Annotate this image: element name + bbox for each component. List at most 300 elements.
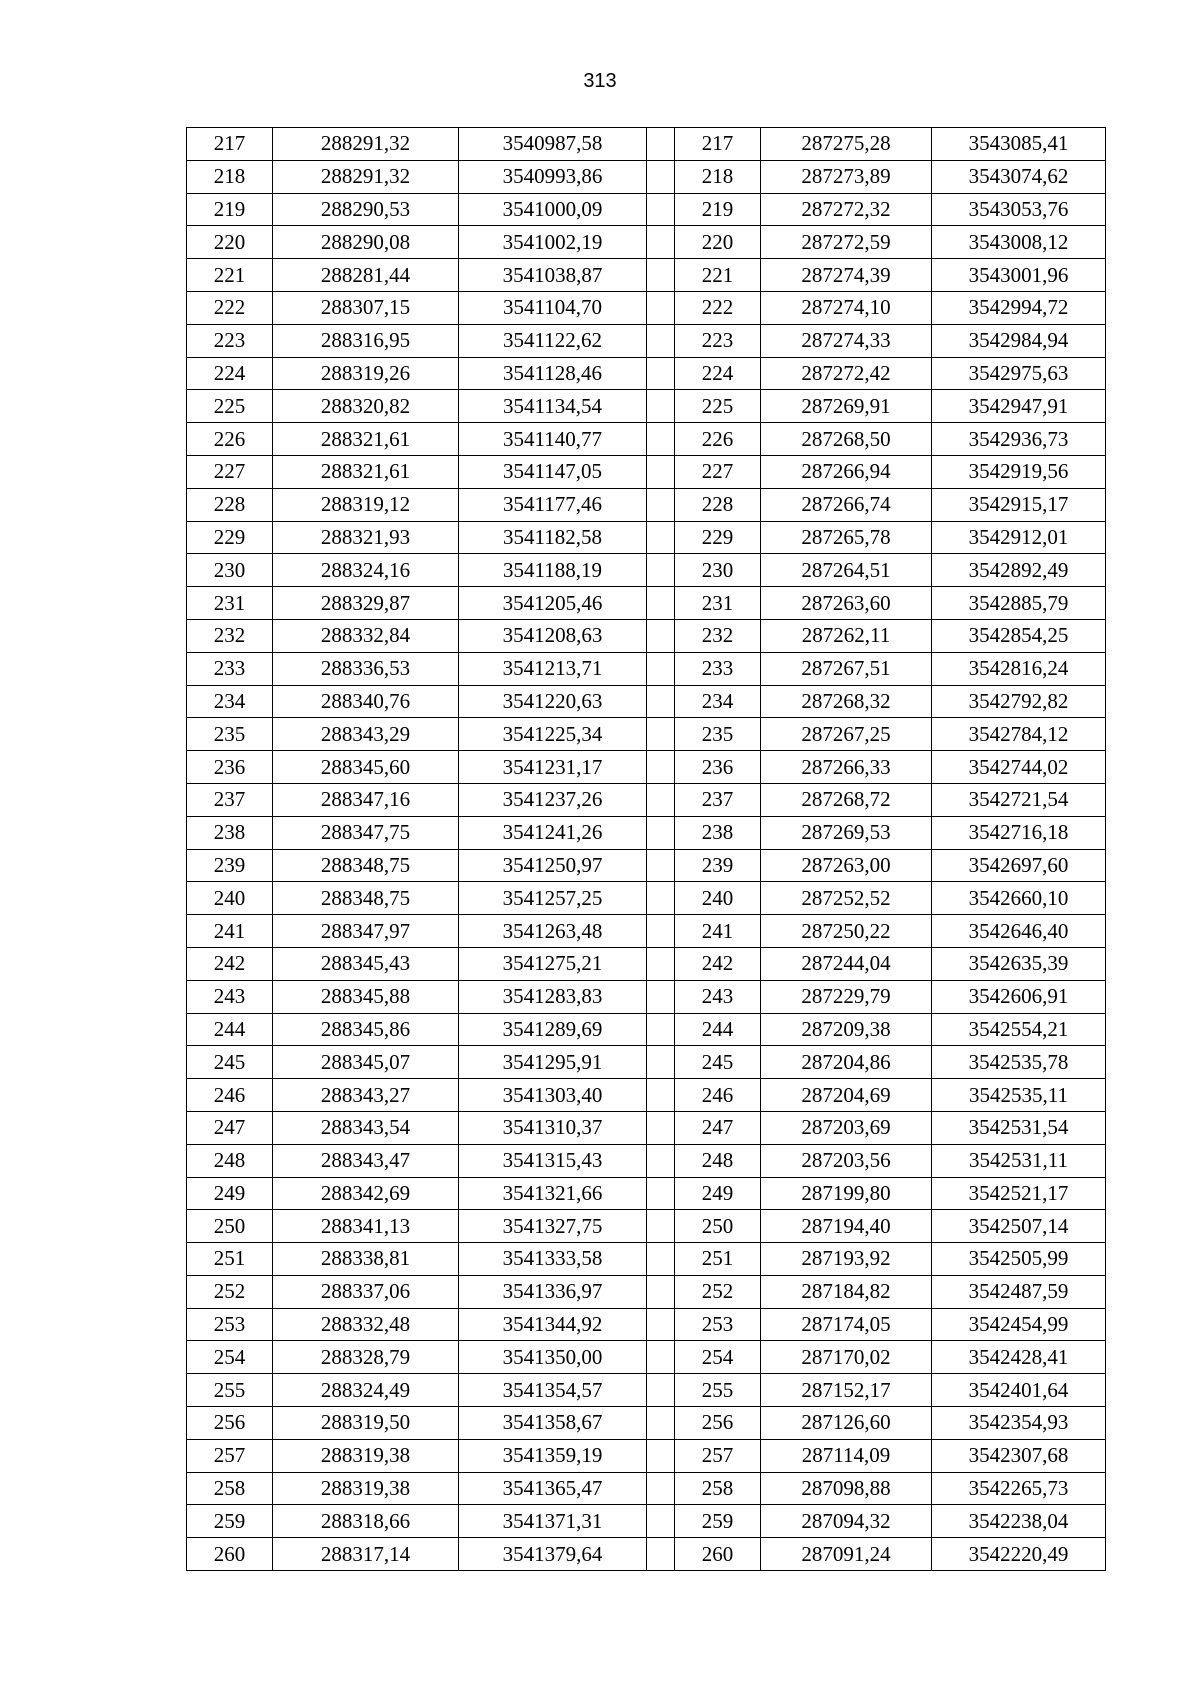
- spacer-cell: [647, 1177, 675, 1210]
- x-coordinate-left-cell: 288290,08: [273, 226, 459, 259]
- y-coordinate-right-cell: 3543008,12: [932, 226, 1106, 259]
- point-number-left-cell: 238: [187, 816, 273, 849]
- x-coordinate-right-cell: 287193,92: [761, 1243, 932, 1276]
- table-row: [187, 783, 1106, 816]
- y-coordinate-right-cell: 3542531,54: [932, 1111, 1106, 1144]
- table-row: [187, 849, 1106, 882]
- y-coordinate-left-cell: 3541104,70: [459, 291, 647, 324]
- point-number-left-cell: 257: [187, 1439, 273, 1472]
- spacer-cell: [647, 1013, 675, 1046]
- x-coordinate-left-cell: 288324,16: [273, 554, 459, 587]
- x-coordinate-left-cell: 288345,60: [273, 751, 459, 784]
- point-number-left-cell: 254: [187, 1341, 273, 1374]
- x-coordinate-left-cell: 288290,53: [273, 193, 459, 226]
- y-coordinate-right-cell: 3542606,91: [932, 980, 1106, 1013]
- spacer-cell: [647, 1275, 675, 1308]
- table-row: [187, 1177, 1106, 1210]
- point-number-left-cell: 239: [187, 849, 273, 882]
- x-coordinate-left-cell: 288319,38: [273, 1439, 459, 1472]
- table-row: [187, 1439, 1106, 1472]
- table-row: [187, 1374, 1106, 1407]
- x-coordinate-right-cell: 287272,59: [761, 226, 932, 259]
- y-coordinate-left-cell: 3541208,63: [459, 619, 647, 652]
- point-number-left-cell: 260: [187, 1538, 273, 1571]
- spacer-cell: [647, 1144, 675, 1177]
- x-coordinate-left-cell: 288348,75: [273, 849, 459, 882]
- spacer-cell: [647, 521, 675, 554]
- x-coordinate-left-cell: 288341,13: [273, 1210, 459, 1243]
- spacer-cell: [647, 488, 675, 521]
- table-row: [187, 423, 1106, 456]
- point-number-right-cell: 239: [675, 849, 761, 882]
- y-coordinate-left-cell: 3541182,58: [459, 521, 647, 554]
- spacer-cell: [647, 1079, 675, 1112]
- table-row: [187, 685, 1106, 718]
- point-number-left-cell: 253: [187, 1308, 273, 1341]
- y-coordinate-right-cell: 3542936,73: [932, 423, 1106, 456]
- point-number-left-cell: 240: [187, 882, 273, 915]
- x-coordinate-right-cell: 287091,24: [761, 1538, 932, 1571]
- point-number-left-cell: 221: [187, 259, 273, 292]
- point-number-right-cell: 242: [675, 947, 761, 980]
- y-coordinate-left-cell: 3541213,71: [459, 652, 647, 685]
- y-coordinate-left-cell: 3541000,09: [459, 193, 647, 226]
- point-number-left-cell: 247: [187, 1111, 273, 1144]
- table-row: [187, 587, 1106, 620]
- point-number-right-cell: 223: [675, 324, 761, 357]
- x-coordinate-right-cell: 287274,39: [761, 259, 932, 292]
- y-coordinate-right-cell: 3542994,72: [932, 291, 1106, 324]
- table-row: [187, 1407, 1106, 1440]
- x-coordinate-left-cell: 288320,82: [273, 390, 459, 423]
- y-coordinate-right-cell: 3542521,17: [932, 1177, 1106, 1210]
- spacer-cell: [647, 1111, 675, 1144]
- spacer-cell: [647, 619, 675, 652]
- spacer-cell: [647, 1538, 675, 1571]
- point-number-left-cell: 246: [187, 1079, 273, 1112]
- point-number-right-cell: 231: [675, 587, 761, 620]
- table-row: [187, 488, 1106, 521]
- x-coordinate-left-cell: 288336,53: [273, 652, 459, 685]
- x-coordinate-right-cell: 287272,42: [761, 357, 932, 390]
- spacer-cell: [647, 685, 675, 718]
- x-coordinate-left-cell: 288337,06: [273, 1275, 459, 1308]
- x-coordinate-right-cell: 287184,82: [761, 1275, 932, 1308]
- y-coordinate-left-cell: 3541289,69: [459, 1013, 647, 1046]
- spacer-cell: [647, 882, 675, 915]
- y-coordinate-right-cell: 3542354,93: [932, 1407, 1106, 1440]
- point-number-left-cell: 237: [187, 783, 273, 816]
- point-number-right-cell: 226: [675, 423, 761, 456]
- point-number-left-cell: 233: [187, 652, 273, 685]
- table-row: [187, 1079, 1106, 1112]
- x-coordinate-right-cell: 287194,40: [761, 1210, 932, 1243]
- coordinates-table: [186, 127, 1106, 1571]
- x-coordinate-left-cell: 288291,32: [273, 128, 459, 161]
- point-number-left-cell: 229: [187, 521, 273, 554]
- table-row: [187, 751, 1106, 784]
- point-number-left-cell: 245: [187, 1046, 273, 1079]
- point-number-right-cell: 244: [675, 1013, 761, 1046]
- x-coordinate-left-cell: 288348,75: [273, 882, 459, 915]
- page-number: 313: [583, 70, 617, 92]
- y-coordinate-left-cell: 3541321,66: [459, 1177, 647, 1210]
- y-coordinate-left-cell: 3541134,54: [459, 390, 647, 423]
- x-coordinate-right-cell: 287114,09: [761, 1439, 932, 1472]
- spacer-cell: [647, 718, 675, 751]
- spacer-cell: [647, 1243, 675, 1276]
- point-number-right-cell: 217: [675, 128, 761, 161]
- x-coordinate-right-cell: 287274,10: [761, 291, 932, 324]
- point-number-left-cell: 232: [187, 619, 273, 652]
- x-coordinate-left-cell: 288345,88: [273, 980, 459, 1013]
- spacer-cell: [647, 1505, 675, 1538]
- table-row: [187, 1243, 1106, 1276]
- y-coordinate-left-cell: 3541371,31: [459, 1505, 647, 1538]
- y-coordinate-left-cell: 3541220,63: [459, 685, 647, 718]
- point-number-right-cell: 243: [675, 980, 761, 1013]
- x-coordinate-left-cell: 288318,66: [273, 1505, 459, 1538]
- point-number-right-cell: 220: [675, 226, 761, 259]
- y-coordinate-right-cell: 3542238,04: [932, 1505, 1106, 1538]
- spacer-cell: [647, 226, 675, 259]
- x-coordinate-right-cell: 287174,05: [761, 1308, 932, 1341]
- spacer-cell: [647, 849, 675, 882]
- x-coordinate-left-cell: 288340,76: [273, 685, 459, 718]
- y-coordinate-left-cell: 3541336,97: [459, 1275, 647, 1308]
- point-number-right-cell: 238: [675, 816, 761, 849]
- table-row: [187, 1472, 1106, 1505]
- y-coordinate-right-cell: 3542401,64: [932, 1374, 1106, 1407]
- x-coordinate-right-cell: 287267,25: [761, 718, 932, 751]
- x-coordinate-right-cell: 287199,80: [761, 1177, 932, 1210]
- x-coordinate-left-cell: 288329,87: [273, 587, 459, 620]
- spacer-cell: [647, 554, 675, 587]
- y-coordinate-right-cell: 3542919,56: [932, 455, 1106, 488]
- y-coordinate-left-cell: 3541225,34: [459, 718, 647, 751]
- point-number-right-cell: 253: [675, 1308, 761, 1341]
- x-coordinate-left-cell: 288291,32: [273, 160, 459, 193]
- spacer-cell: [647, 1472, 675, 1505]
- spacer-cell: [647, 324, 675, 357]
- y-coordinate-left-cell: 3541354,57: [459, 1374, 647, 1407]
- y-coordinate-right-cell: 3542721,54: [932, 783, 1106, 816]
- y-coordinate-right-cell: 3542816,24: [932, 652, 1106, 685]
- x-coordinate-left-cell: 288332,48: [273, 1308, 459, 1341]
- spacer-cell: [647, 915, 675, 948]
- x-coordinate-right-cell: 287266,74: [761, 488, 932, 521]
- x-coordinate-right-cell: 287126,60: [761, 1407, 932, 1440]
- y-coordinate-left-cell: 3541283,83: [459, 980, 647, 1013]
- y-coordinate-left-cell: 3541344,92: [459, 1308, 647, 1341]
- x-coordinate-left-cell: 288321,61: [273, 455, 459, 488]
- y-coordinate-right-cell: 3542535,78: [932, 1046, 1106, 1079]
- point-number-left-cell: 236: [187, 751, 273, 784]
- table-row: [187, 652, 1106, 685]
- x-coordinate-left-cell: 288316,95: [273, 324, 459, 357]
- point-number-right-cell: 225: [675, 390, 761, 423]
- point-number-left-cell: 234: [187, 685, 273, 718]
- y-coordinate-right-cell: 3542854,25: [932, 619, 1106, 652]
- y-coordinate-right-cell: 3542784,12: [932, 718, 1106, 751]
- point-number-left-cell: 222: [187, 291, 273, 324]
- table-row: [187, 1046, 1106, 1079]
- x-coordinate-right-cell: 287250,22: [761, 915, 932, 948]
- y-coordinate-left-cell: 3541379,64: [459, 1538, 647, 1571]
- y-coordinate-right-cell: 3542487,59: [932, 1275, 1106, 1308]
- table-row: [187, 160, 1106, 193]
- y-coordinate-left-cell: 3541358,67: [459, 1407, 647, 1440]
- x-coordinate-right-cell: 287094,32: [761, 1505, 932, 1538]
- point-number-right-cell: 224: [675, 357, 761, 390]
- x-coordinate-right-cell: 287262,11: [761, 619, 932, 652]
- x-coordinate-left-cell: 288345,07: [273, 1046, 459, 1079]
- y-coordinate-right-cell: 3542912,01: [932, 521, 1106, 554]
- point-number-right-cell: 219: [675, 193, 761, 226]
- y-coordinate-left-cell: 3541188,19: [459, 554, 647, 587]
- y-coordinate-left-cell: 3541257,25: [459, 882, 647, 915]
- x-coordinate-left-cell: 288347,97: [273, 915, 459, 948]
- x-coordinate-right-cell: 287266,94: [761, 455, 932, 488]
- point-number-right-cell: 230: [675, 554, 761, 587]
- x-coordinate-left-cell: 288319,26: [273, 357, 459, 390]
- spacer-cell: [647, 291, 675, 324]
- y-coordinate-right-cell: 3542646,40: [932, 915, 1106, 948]
- y-coordinate-left-cell: 3541333,58: [459, 1243, 647, 1276]
- y-coordinate-left-cell: 3541241,26: [459, 816, 647, 849]
- spacer-cell: [647, 357, 675, 390]
- point-number-left-cell: 230: [187, 554, 273, 587]
- y-coordinate-right-cell: 3543085,41: [932, 128, 1106, 161]
- table-row: [187, 324, 1106, 357]
- y-coordinate-left-cell: 3540993,86: [459, 160, 647, 193]
- x-coordinate-right-cell: 287204,69: [761, 1079, 932, 1112]
- point-number-right-cell: 232: [675, 619, 761, 652]
- x-coordinate-right-cell: 287274,33: [761, 324, 932, 357]
- x-coordinate-left-cell: 288343,27: [273, 1079, 459, 1112]
- x-coordinate-right-cell: 287203,69: [761, 1111, 932, 1144]
- spacer-cell: [647, 816, 675, 849]
- y-coordinate-right-cell: 3542716,18: [932, 816, 1106, 849]
- x-coordinate-right-cell: 287263,60: [761, 587, 932, 620]
- y-coordinate-right-cell: 3542744,02: [932, 751, 1106, 784]
- point-number-left-cell: 220: [187, 226, 273, 259]
- table-row: [187, 554, 1106, 587]
- y-coordinate-left-cell: 3541295,91: [459, 1046, 647, 1079]
- spacer-cell: [647, 259, 675, 292]
- table-row: [187, 259, 1106, 292]
- point-number-left-cell: 226: [187, 423, 273, 456]
- y-coordinate-right-cell: 3542454,99: [932, 1308, 1106, 1341]
- point-number-left-cell: 248: [187, 1144, 273, 1177]
- x-coordinate-left-cell: 288321,93: [273, 521, 459, 554]
- point-number-right-cell: 246: [675, 1079, 761, 1112]
- y-coordinate-left-cell: 3541350,00: [459, 1341, 647, 1374]
- x-coordinate-right-cell: 287267,51: [761, 652, 932, 685]
- point-number-left-cell: 258: [187, 1472, 273, 1505]
- y-coordinate-left-cell: 3541310,37: [459, 1111, 647, 1144]
- x-coordinate-right-cell: 287275,28: [761, 128, 932, 161]
- y-coordinate-right-cell: 3542984,94: [932, 324, 1106, 357]
- point-number-right-cell: 222: [675, 291, 761, 324]
- x-coordinate-left-cell: 288345,43: [273, 947, 459, 980]
- table-row: [187, 816, 1106, 849]
- point-number-right-cell: 259: [675, 1505, 761, 1538]
- spacer-cell: [647, 1341, 675, 1374]
- x-coordinate-left-cell: 288319,50: [273, 1407, 459, 1440]
- y-coordinate-right-cell: 3542554,21: [932, 1013, 1106, 1046]
- point-number-right-cell: 221: [675, 259, 761, 292]
- spacer-cell: [647, 1046, 675, 1079]
- table-row: [187, 226, 1106, 259]
- spacer-cell: [647, 1210, 675, 1243]
- point-number-right-cell: 252: [675, 1275, 761, 1308]
- point-number-right-cell: 257: [675, 1439, 761, 1472]
- point-number-left-cell: 218: [187, 160, 273, 193]
- point-number-right-cell: 237: [675, 783, 761, 816]
- point-number-left-cell: 251: [187, 1243, 273, 1276]
- table-row: [187, 1210, 1106, 1243]
- x-coordinate-right-cell: 287266,33: [761, 751, 932, 784]
- table-row: [187, 1341, 1106, 1374]
- point-number-left-cell: 235: [187, 718, 273, 751]
- y-coordinate-left-cell: 3541250,97: [459, 849, 647, 882]
- table-row: [187, 1275, 1106, 1308]
- coordinates-table-body: [187, 128, 1106, 1571]
- y-coordinate-right-cell: 3542792,82: [932, 685, 1106, 718]
- spacer-cell: [647, 1374, 675, 1407]
- point-number-right-cell: 229: [675, 521, 761, 554]
- x-coordinate-left-cell: 288343,47: [273, 1144, 459, 1177]
- point-number-left-cell: 231: [187, 587, 273, 620]
- point-number-left-cell: 223: [187, 324, 273, 357]
- y-coordinate-left-cell: 3541365,47: [459, 1472, 647, 1505]
- table-row: [187, 1013, 1106, 1046]
- y-coordinate-right-cell: 3542947,91: [932, 390, 1106, 423]
- spacer-cell: [647, 783, 675, 816]
- x-coordinate-right-cell: 287229,79: [761, 980, 932, 1013]
- point-number-right-cell: 235: [675, 718, 761, 751]
- y-coordinate-left-cell: 3541263,48: [459, 915, 647, 948]
- y-coordinate-left-cell: 3541038,87: [459, 259, 647, 292]
- x-coordinate-left-cell: 288307,15: [273, 291, 459, 324]
- y-coordinate-left-cell: 3541147,05: [459, 455, 647, 488]
- point-number-left-cell: 243: [187, 980, 273, 1013]
- x-coordinate-right-cell: 287263,00: [761, 849, 932, 882]
- table-row: [187, 291, 1106, 324]
- y-coordinate-left-cell: 3541275,21: [459, 947, 647, 980]
- point-number-right-cell: 256: [675, 1407, 761, 1440]
- point-number-left-cell: 219: [187, 193, 273, 226]
- y-coordinate-left-cell: 3541237,26: [459, 783, 647, 816]
- y-coordinate-right-cell: 3542505,99: [932, 1243, 1106, 1276]
- x-coordinate-left-cell: 288342,69: [273, 1177, 459, 1210]
- y-coordinate-left-cell: 3541303,40: [459, 1079, 647, 1112]
- y-coordinate-right-cell: 3542531,11: [932, 1144, 1106, 1177]
- x-coordinate-left-cell: 288328,79: [273, 1341, 459, 1374]
- table-row: [187, 455, 1106, 488]
- y-coordinate-right-cell: 3542265,73: [932, 1472, 1106, 1505]
- table-row: [187, 1538, 1106, 1571]
- point-number-right-cell: 227: [675, 455, 761, 488]
- table-row: [187, 1144, 1106, 1177]
- spacer-cell: [647, 423, 675, 456]
- x-coordinate-right-cell: 287268,72: [761, 783, 932, 816]
- table-row: [187, 128, 1106, 161]
- point-number-right-cell: 245: [675, 1046, 761, 1079]
- y-coordinate-left-cell: 3541128,46: [459, 357, 647, 390]
- point-number-left-cell: 259: [187, 1505, 273, 1538]
- x-coordinate-left-cell: 288332,84: [273, 619, 459, 652]
- spacer-cell: [647, 652, 675, 685]
- x-coordinate-right-cell: 287272,32: [761, 193, 932, 226]
- x-coordinate-left-cell: 288345,86: [273, 1013, 459, 1046]
- y-coordinate-right-cell: 3542660,10: [932, 882, 1106, 915]
- y-coordinate-right-cell: 3542975,63: [932, 357, 1106, 390]
- table-row: [187, 915, 1106, 948]
- x-coordinate-right-cell: 287203,56: [761, 1144, 932, 1177]
- table-row: [187, 193, 1106, 226]
- point-number-right-cell: 228: [675, 488, 761, 521]
- table-row: [187, 980, 1106, 1013]
- table-row: [187, 619, 1106, 652]
- y-coordinate-left-cell: 3541315,43: [459, 1144, 647, 1177]
- point-number-left-cell: 225: [187, 390, 273, 423]
- y-coordinate-right-cell: 3542635,39: [932, 947, 1106, 980]
- point-number-left-cell: 256: [187, 1407, 273, 1440]
- point-number-right-cell: 248: [675, 1144, 761, 1177]
- point-number-right-cell: 247: [675, 1111, 761, 1144]
- x-coordinate-left-cell: 288319,12: [273, 488, 459, 521]
- spacer-cell: [647, 455, 675, 488]
- x-coordinate-right-cell: 287244,04: [761, 947, 932, 980]
- point-number-left-cell: 217: [187, 128, 273, 161]
- table-row: [187, 882, 1106, 915]
- x-coordinate-left-cell: 288321,61: [273, 423, 459, 456]
- spacer-cell: [647, 1439, 675, 1472]
- x-coordinate-right-cell: 287264,51: [761, 554, 932, 587]
- x-coordinate-right-cell: 287204,86: [761, 1046, 932, 1079]
- spacer-cell: [647, 128, 675, 161]
- y-coordinate-right-cell: 3542507,14: [932, 1210, 1106, 1243]
- point-number-right-cell: 234: [675, 685, 761, 718]
- point-number-right-cell: 236: [675, 751, 761, 784]
- point-number-left-cell: 241: [187, 915, 273, 948]
- x-coordinate-left-cell: 288347,16: [273, 783, 459, 816]
- table-row: [187, 1505, 1106, 1538]
- y-coordinate-right-cell: 3542885,79: [932, 587, 1106, 620]
- point-number-left-cell: 242: [187, 947, 273, 980]
- point-number-right-cell: 254: [675, 1341, 761, 1374]
- y-coordinate-right-cell: 3542220,49: [932, 1538, 1106, 1571]
- x-coordinate-right-cell: 287268,32: [761, 685, 932, 718]
- y-coordinate-left-cell: 3540987,58: [459, 128, 647, 161]
- y-coordinate-right-cell: 3543001,96: [932, 259, 1106, 292]
- spacer-cell: [647, 1407, 675, 1440]
- y-coordinate-left-cell: 3541231,17: [459, 751, 647, 784]
- point-number-left-cell: 252: [187, 1275, 273, 1308]
- table-row: [187, 521, 1106, 554]
- y-coordinate-right-cell: 3542892,49: [932, 554, 1106, 587]
- x-coordinate-left-cell: 288324,49: [273, 1374, 459, 1407]
- x-coordinate-right-cell: 287269,91: [761, 390, 932, 423]
- point-number-right-cell: 241: [675, 915, 761, 948]
- table-row: [187, 357, 1106, 390]
- x-coordinate-right-cell: 287170,02: [761, 1341, 932, 1374]
- x-coordinate-left-cell: 288347,75: [273, 816, 459, 849]
- point-number-right-cell: 233: [675, 652, 761, 685]
- point-number-left-cell: 249: [187, 1177, 273, 1210]
